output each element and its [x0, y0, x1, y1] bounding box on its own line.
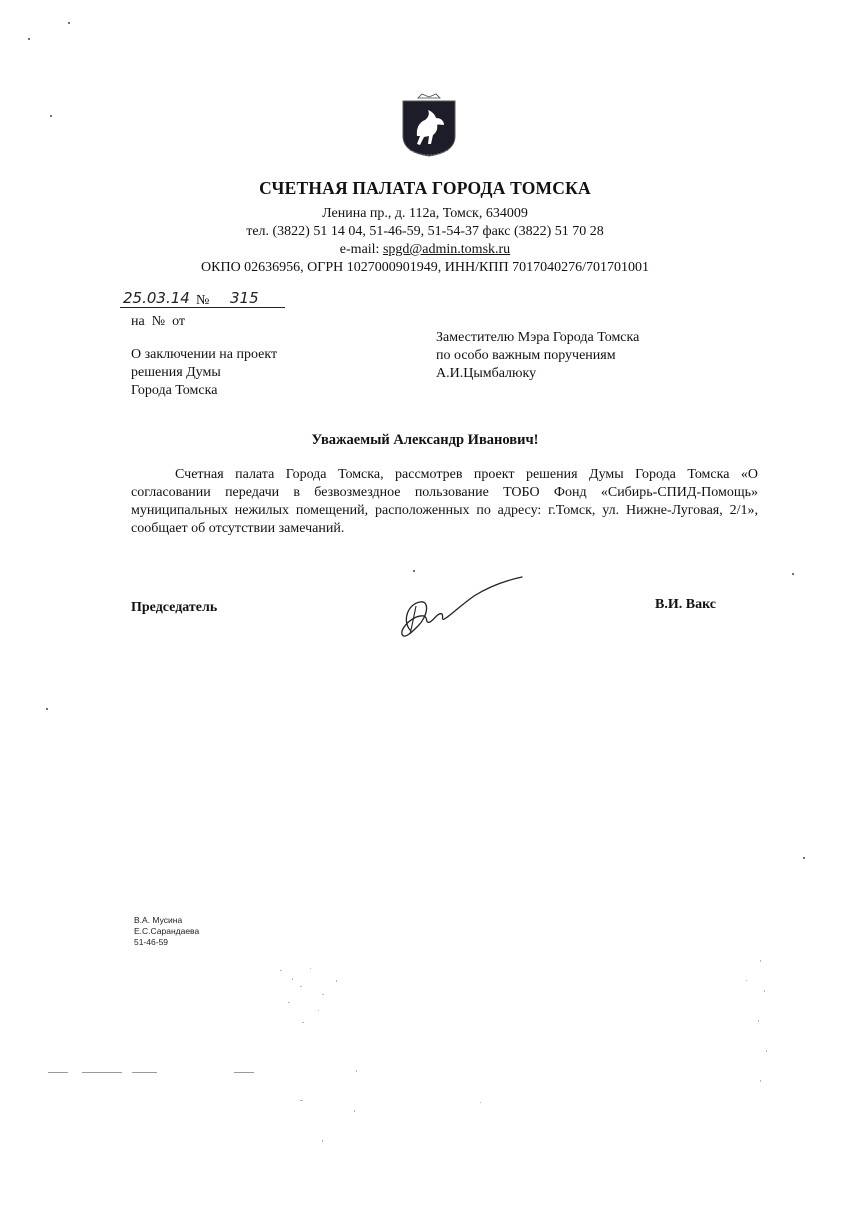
email-label: e-mail: — [339, 242, 380, 257]
scan-speck — [46, 708, 48, 710]
addressee-line: Заместителю Мэра Города Томска — [436, 330, 640, 345]
handwritten-signature-icon — [398, 572, 528, 648]
executor-line: В.А. Мусина — [134, 915, 183, 925]
executor-line: Е.С.Сарандаева — [134, 926, 200, 936]
outgoing-number-label: № — [196, 293, 210, 308]
scan-speck — [803, 857, 805, 859]
org-phones: тел. (3822) 51 14 04, 51-46-59, 51-54-37 факс (3822) 51 70 28 — [246, 224, 604, 239]
subject-block — [131, 346, 277, 400]
reply-reference: на № от — [131, 314, 185, 329]
org-title: СЧЕТНАЯ ПАЛАТА ГОРОДА ТОМСКА — [259, 178, 591, 198]
scan-noise — [0, 950, 850, 1207]
letter-body: Счетная палата Города Томска, рассмотрев проект решения Думы Города Томска «О согласовании передачи в безвозмездное пользование ТОБО Фонд «Сибирь-СПИД-Помощь» муниципальных нежилых помещений, расположенных по адресу: г.Томск, ул. Нижне-Луговая, 2/1», сообщает об отсутствии замечаний. — [131, 467, 758, 536]
outgoing-number: 315 — [230, 289, 259, 307]
executor-line: 51-46-59 — [134, 937, 169, 947]
subject-line: решения Думы — [131, 365, 221, 380]
salutation: Уважаемый Александр Иванович! — [311, 432, 539, 448]
signatory-name: В.И. Вакс — [655, 597, 716, 612]
reference-underline — [120, 307, 285, 308]
subject-line: Города Томска — [131, 383, 218, 398]
scan-speck — [28, 38, 30, 40]
tomsk-coat-of-arms-icon — [400, 92, 458, 158]
org-registry: ОКПО 02636956, ОГРН 1027000901949, ИНН/КПП 7017040276/701701001 — [201, 260, 649, 275]
subject-line: О заключении на проект — [131, 347, 278, 362]
addressee-line: А.И.Цымбалюку — [436, 366, 537, 381]
scan-speck — [792, 573, 794, 575]
executor-note — [134, 915, 199, 948]
org-address: Ленина пр., д. 112а, Томск, 634009 — [322, 206, 528, 221]
outgoing-date: 25.03.14 — [123, 289, 190, 307]
addressee-line: по особо важным поручениям — [436, 348, 616, 363]
scan-speck — [68, 22, 70, 24]
signatory-role: Председатель — [131, 600, 218, 615]
scan-speck — [50, 115, 52, 117]
addressee-block — [436, 329, 639, 383]
org-email-line — [0, 242, 850, 258]
email-link[interactable]: spgd@admin.tomsk.ru — [382, 242, 511, 257]
